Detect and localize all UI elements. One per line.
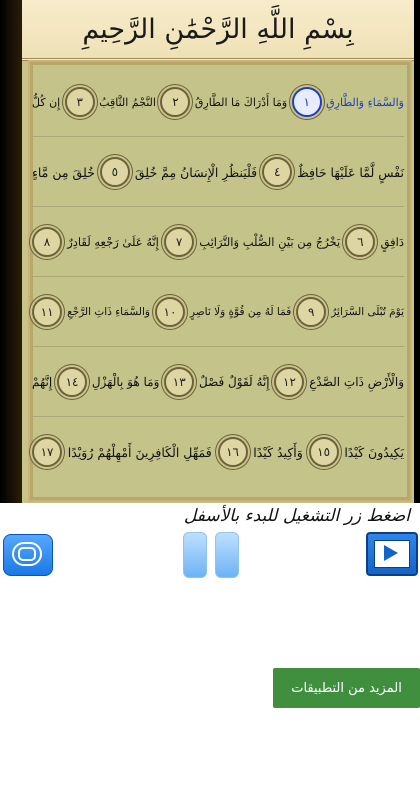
verse-line[interactable]	[32, 290, 404, 334]
play-button[interactable]	[366, 532, 418, 576]
verse-line[interactable]	[32, 220, 404, 264]
ayah-number-marker[interactable]: ١٤	[57, 367, 87, 397]
ayah-number-marker[interactable]: ١٢	[274, 367, 304, 397]
ayah-number-marker[interactable]: ٥	[100, 157, 130, 187]
page-header-ornament	[22, 0, 414, 61]
ayah-number-marker[interactable]: ١٥	[309, 437, 339, 467]
verse-line[interactable]	[32, 150, 404, 194]
verse-line[interactable]	[32, 360, 404, 404]
ayah-text[interactable]: يَوْمَ تُبْلَى السَّرَائِرُ	[331, 306, 404, 318]
ayah-number-marker[interactable]: ١٧	[32, 437, 62, 467]
ayah-number-marker[interactable]: ٢	[160, 87, 190, 117]
instruction-text: اضغط زر التشغيل للبدء بالأسفل	[183, 506, 410, 526]
ayah-number-marker[interactable]: ١	[292, 87, 322, 117]
play-triangle-icon	[384, 545, 398, 561]
line-separator	[32, 276, 404, 277]
pause-icon	[183, 532, 207, 578]
ayah-text[interactable]: فَمَهِّلِ الْكَافِرِينَ أَمْهِلْهُمْ رُوَيْدًا	[67, 444, 212, 460]
ayah-number-marker[interactable]: ١٠	[155, 297, 185, 327]
ayah-text[interactable]: خُلِقَ مِن مَّاءٍ	[32, 164, 95, 180]
ayah-text[interactable]: دَافِقٍ	[380, 235, 404, 249]
ayah-text[interactable]: يَكِيدُونَ كَيْدًا	[344, 444, 404, 460]
ayah-text[interactable]: نَفْسٍ لَّمَّا عَلَيْهَا حَافِظٌ	[297, 164, 404, 180]
line-separator	[32, 346, 404, 347]
ayah-number-marker[interactable]: ٩	[296, 297, 326, 327]
ayah-text[interactable]: إِن كُلُّ	[32, 95, 61, 109]
page-gutter	[0, 0, 22, 503]
basmala: بِسْمِ اللَّهِ الرَّحْمَٰنِ الرَّحِيمِ	[82, 14, 354, 45]
ayah-number-marker[interactable]: ١١	[32, 297, 62, 327]
ayah-text[interactable]: فَلْيَنظُرِ الْإِنسَانُ مِمَّ خُلِقَ	[134, 164, 258, 180]
pause-button[interactable]	[183, 532, 239, 576]
ayah-text[interactable]: النَّجْمُ الثَّاقِبُ	[99, 95, 156, 109]
line-separator	[32, 136, 404, 137]
ayah-text[interactable]: وَالسَّمَاءِ وَالطَّارِقِ	[326, 95, 404, 109]
ayah-number-marker[interactable]: ٨	[32, 227, 62, 257]
ayah-number-marker[interactable]: ١٦	[218, 437, 248, 467]
verse-line[interactable]	[32, 80, 404, 124]
ayah-text[interactable]: وَأَكِيدُ كَيْدًا	[253, 444, 303, 460]
page-edge	[414, 0, 420, 503]
verse-line[interactable]	[32, 430, 404, 474]
mode-toggle-button[interactable]	[3, 534, 53, 576]
ayah-text[interactable]: إِنَّهُ لَقَوْلٌ فَصْلٌ	[199, 375, 270, 389]
ayah-number-marker[interactable]: ٧	[164, 227, 194, 257]
ayah-text[interactable]: وَالسَّمَاءِ ذَاتِ الرَّجْعِ	[67, 306, 150, 318]
line-separator	[32, 206, 404, 207]
quran-page[interactable]	[22, 0, 414, 503]
ayah-number-marker[interactable]: ٦	[345, 227, 375, 257]
ayah-number-marker[interactable]: ٣	[65, 87, 95, 117]
ayah-number-marker[interactable]: ١٣	[164, 367, 194, 397]
line-separator	[32, 416, 404, 417]
ayah-text[interactable]: وَمَا أَدْرَاكَ مَا الطَّارِقُ	[194, 95, 288, 109]
ayah-text[interactable]: وَالْأَرْضِ ذَاتِ الصَّدْعِ	[309, 375, 404, 389]
pause-icon-bar	[215, 532, 239, 578]
ayah-number-marker[interactable]: ٤	[262, 157, 292, 187]
ayah-text[interactable]: إِنَّهُمْ	[32, 375, 53, 389]
ayah-text[interactable]: وَمَا هُوَ بِالْهَزْلِ	[91, 375, 160, 389]
ayah-text[interactable]: فَمَا لَهُ مِن قُوَّةٍ وَلَا نَاصِرٍ	[189, 306, 292, 318]
ayah-text[interactable]: إِنَّهُ عَلَىٰ رَجْعِهِ لَقَادِرٌ	[67, 235, 159, 249]
ayah-text[interactable]: يَخْرُجُ مِن بَيْنِ الصُّلْبِ وَالتَّرَائِبِ	[199, 235, 341, 249]
more-apps-button[interactable]: المزيد من التطبيقات	[273, 668, 420, 708]
rounded-square-inner-icon	[18, 547, 36, 561]
